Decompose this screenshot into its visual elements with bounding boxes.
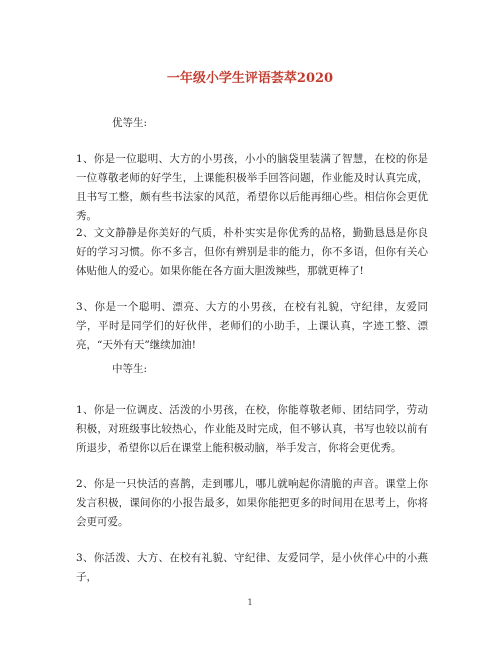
paragraph: 2、你是一只快活的喜鹊，走到哪儿，哪儿就响起你清脆的声音。课堂上你发言积极，课间你的小报告最多，如果你能把更多的时间用在思考上，你将会更可爱。 (76, 478, 428, 528)
paragraph: 3、你活泼、大方、在校有礼貌、守纪律、友爱同学，是小伙伴心中的小燕子， (76, 552, 428, 583)
paragraph: 1、你是一位聪明、大方的小男孩，小小的脑袋里装满了智慧，在校的你是一位尊敬老师的好学生，上课能积极举手回答问题，作业能及时认真完成，且书写工整，颇有些书法家的风范，希望你以后能再细心些。相信你会更优秀。 (76, 153, 428, 222)
document-title: 一年级小学生评语荟萃2020 (166, 71, 334, 86)
section-heading-average: 中等生: (112, 363, 148, 375)
section-heading-excellent: 优等生: (112, 117, 148, 129)
page-number: 1 (247, 598, 253, 607)
paragraph: 3、你是一个聪明、漂亮、大方的小男孩，在校有礼貌，守纪律，友爱同学，平时是同学们的好伙伴，老师们的小助手，上课认真，字迹工整、漂亮，“天外有天”继续加油! (76, 301, 428, 351)
paragraph: 2、文文静静是你美好的气质，朴朴实实是你优秀的品格，勤勤恳恳是你良好的学习习惯。你不多言，但你有辨别是非的能力，你不多语，但你有关心体贴他人的爱心。如果你能在各方面大胆泼辣些，那就更棒了! (76, 227, 428, 277)
paragraph: 1、你是一位调皮、活泼的小男孩，在校，你能尊敬老师、团结同学，劳动积极，对班级事比较热心，作业能及时完成，但不够认真，书写也较以前有所退步，希望你以后在课堂上能积极动脑，举手发言，你将会更优秀。 (76, 404, 428, 454)
